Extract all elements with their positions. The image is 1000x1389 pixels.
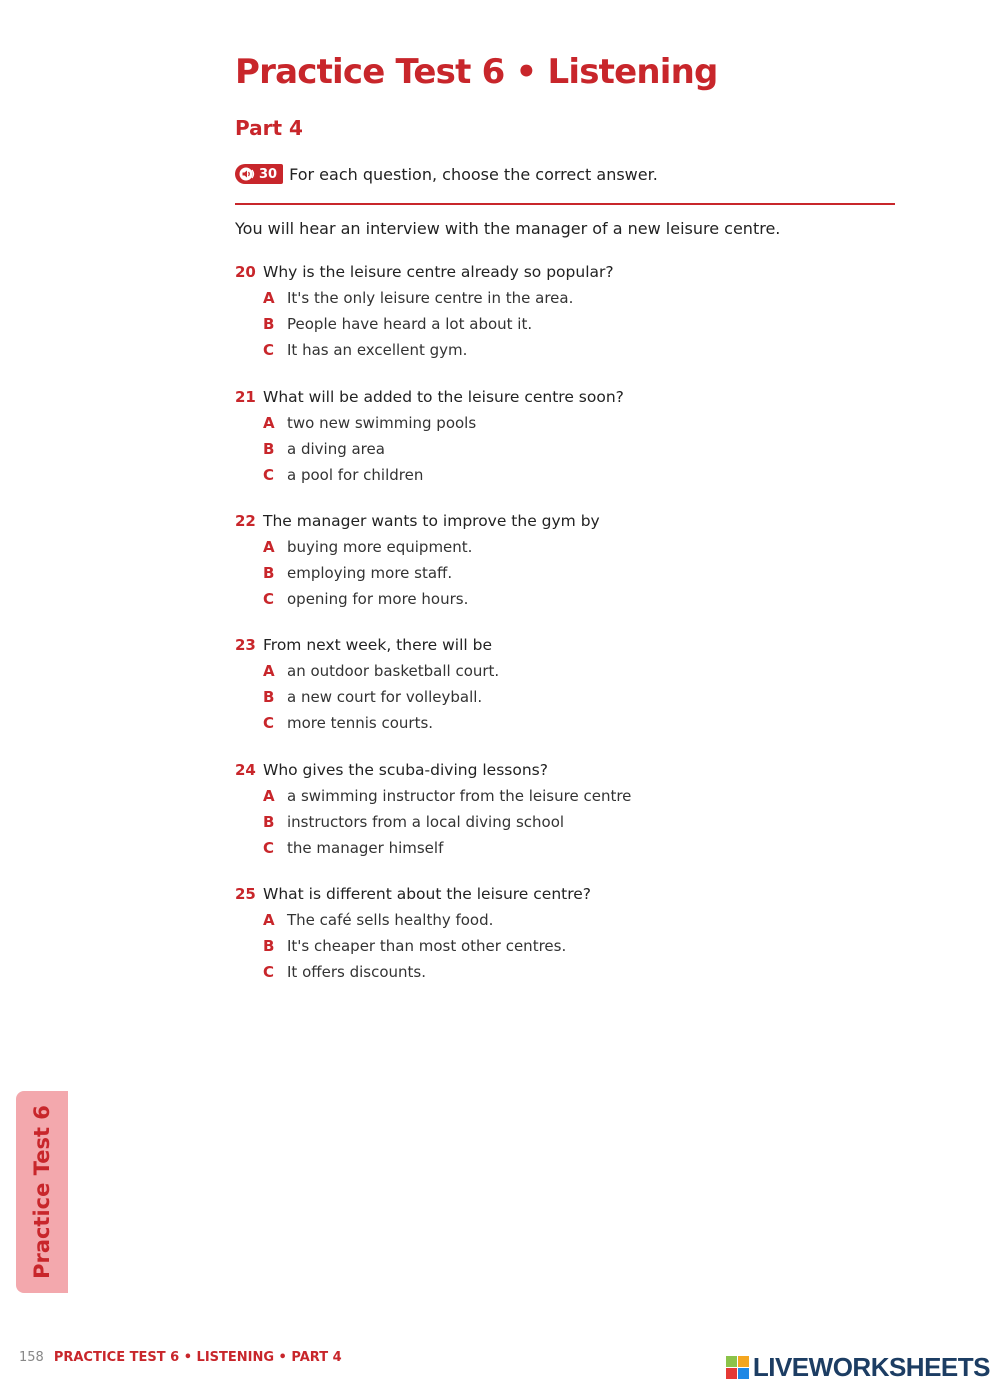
logo-square [726, 1356, 737, 1367]
question-24 [235, 757, 875, 861]
option-c[interactable] [235, 462, 875, 488]
option-text: a diving area [287, 440, 385, 458]
speaker-icon [239, 167, 255, 181]
option-c[interactable] [235, 959, 875, 985]
instruction-row [235, 162, 658, 186]
question-22 [235, 508, 875, 612]
question-text: The manager wants to improve the gym by [263, 512, 600, 530]
option-b[interactable] [235, 311, 875, 337]
page-number: 158 [19, 1350, 44, 1365]
option-letter: B [263, 315, 275, 333]
question-number: 22 [235, 512, 256, 530]
option-c[interactable] [235, 586, 875, 612]
option-letter: B [263, 688, 275, 706]
page-title: Practice Test 6 • Listening [235, 52, 718, 92]
option-b[interactable] [235, 933, 875, 959]
option-text: more tennis courts. [287, 714, 434, 732]
option-a[interactable] [235, 783, 875, 809]
part-heading: Part 4 [235, 116, 303, 140]
question-number: 21 [235, 388, 256, 406]
option-text: two new swimming pools [287, 414, 477, 432]
option-letter: A [263, 414, 275, 432]
option-letter: B [263, 937, 275, 955]
question-number: 23 [235, 636, 256, 654]
question-number: 20 [235, 263, 256, 281]
page-footer [19, 1350, 342, 1365]
liveworksheets-logo-icon [726, 1356, 749, 1379]
option-a[interactable] [235, 285, 875, 311]
audio-track-badge[interactable] [235, 164, 283, 184]
question-text: Why is the leisure centre already so popular? [263, 263, 614, 281]
option-text: It has an excellent gym. [287, 341, 468, 359]
option-text: a swimming instructor from the leisure centre [287, 787, 632, 805]
option-letter: C [263, 839, 275, 857]
question-21 [235, 384, 875, 488]
option-text: It's the only leisure centre in the area. [287, 289, 574, 307]
option-letter: A [263, 662, 275, 680]
option-letter: C [263, 714, 275, 732]
option-text: employing more staff. [287, 564, 453, 582]
option-text: instructors from a local diving school [287, 813, 565, 831]
option-c[interactable] [235, 710, 875, 736]
option-letter: A [263, 911, 275, 929]
question-text: From next week, there will be [263, 636, 493, 654]
option-text: opening for more hours. [287, 590, 469, 608]
option-b[interactable] [235, 809, 875, 835]
option-letter: A [263, 787, 275, 805]
option-c[interactable] [235, 835, 875, 861]
option-letter: C [263, 590, 275, 608]
option-text: The café sells healthy food. [287, 911, 494, 929]
option-letter: C [263, 341, 275, 359]
option-text: People have heard a lot about it. [287, 315, 533, 333]
option-text: an outdoor basketball court. [287, 662, 500, 680]
option-text: a new court for volleyball. [287, 688, 483, 706]
question-number: 24 [235, 761, 256, 779]
option-letter: A [263, 289, 275, 307]
audio-track-number: 30 [259, 166, 278, 182]
question-25 [235, 881, 875, 985]
option-a[interactable] [235, 410, 875, 436]
question-text: Who gives the scuba-diving lessons? [263, 761, 548, 779]
option-letter: B [263, 564, 275, 582]
intro-text: You will hear an interview with the manager of a new leisure centre. [235, 219, 781, 238]
question-text: What is different about the leisure centre? [263, 885, 592, 903]
question-20 [235, 259, 875, 363]
divider-rule [235, 203, 895, 205]
instruction-text: For each question, choose the correct answer. [289, 164, 658, 184]
option-text: It's cheaper than most other centres. [287, 937, 567, 955]
side-tab [16, 1091, 68, 1293]
option-letter: C [263, 466, 275, 484]
logo-square [726, 1368, 737, 1379]
logo-square [738, 1356, 749, 1367]
option-letter: A [263, 538, 275, 556]
option-text: a pool for children [287, 466, 424, 484]
option-a[interactable] [235, 907, 875, 933]
option-c[interactable] [235, 337, 875, 363]
option-a[interactable] [235, 658, 875, 684]
option-letter: C [263, 963, 275, 981]
option-letter: B [263, 440, 275, 458]
option-b[interactable] [235, 684, 875, 710]
logo-square [738, 1368, 749, 1379]
option-a[interactable] [235, 534, 875, 560]
option-text: buying more equipment. [287, 538, 473, 556]
question-23 [235, 632, 875, 736]
option-text: the manager himself [287, 839, 444, 857]
question-text: What will be added to the leisure centre soon? [263, 388, 624, 406]
question-number: 25 [235, 885, 256, 903]
liveworksheets-watermark[interactable] [726, 1352, 990, 1383]
option-text: It offers discounts. [287, 963, 426, 981]
option-letter: B [263, 813, 275, 831]
side-tab-label: Practice Test 6 [30, 1105, 54, 1279]
watermark-text: LIVEWORKSHEETS [752, 1352, 990, 1382]
footer-text: PRACTICE TEST 6 • LISTENING • PART 4 [53, 1350, 342, 1365]
option-b[interactable] [235, 560, 875, 586]
option-b[interactable] [235, 436, 875, 462]
